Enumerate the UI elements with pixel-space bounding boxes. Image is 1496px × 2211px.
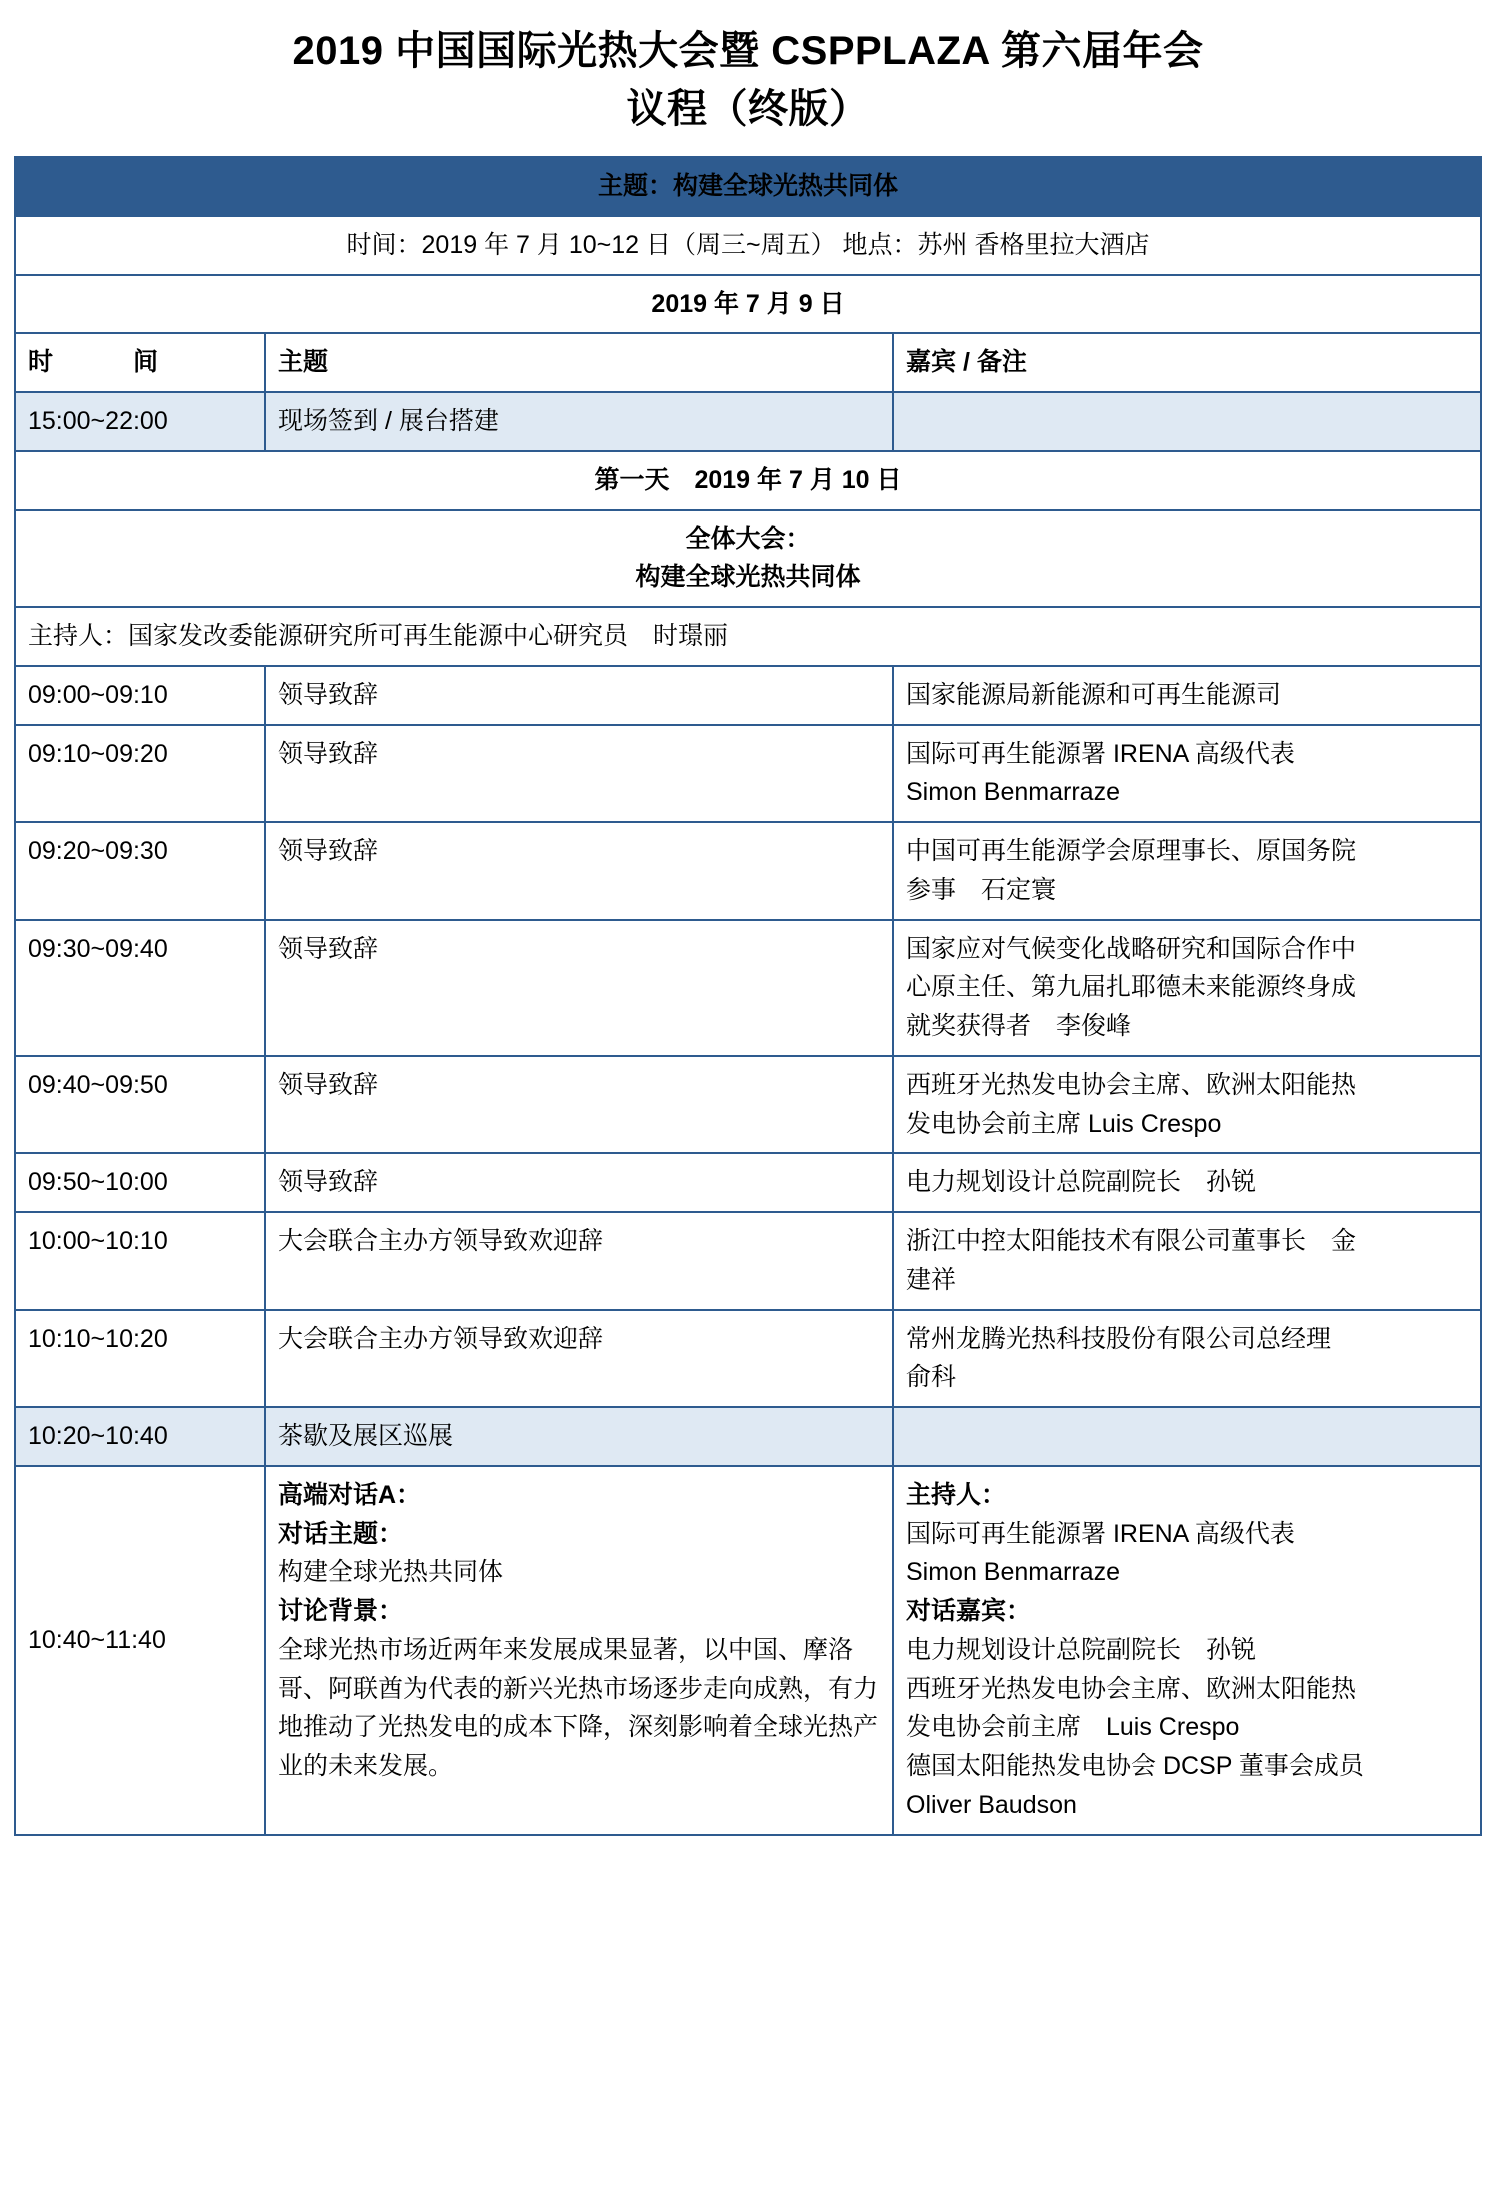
row-time: 09:00~09:10 xyxy=(15,666,265,725)
row-topic: 大会联合主办方领导致欢迎辞 xyxy=(265,1212,893,1310)
page-title-line-1: 2019 中国国际光热大会暨 CSPPLAZA 第六届年会 xyxy=(292,29,1204,73)
dialogue-background-label: 讨论背景： xyxy=(278,1597,404,1625)
row-time: 10:00~10:10 xyxy=(15,1212,265,1310)
dialogue-panel-4: 德国太阳能热发电协会 DCSP 董事会成员 xyxy=(906,1752,1364,1780)
date-0709-text: 2019 年 7 月 9 日 xyxy=(15,275,1481,334)
row-topic: 现场签到 / 展台搭建 xyxy=(265,392,893,451)
dialogue-heading: 高端对话A： xyxy=(278,1480,422,1509)
row-guest: 浙江中控太阳能技术有限公司董事长 金 建祥 xyxy=(893,1212,1481,1310)
dialogue-background: 全球光热市场近两年来发展成果显著，以中国、摩洛哥、阿联酋为代表的新兴光热市场逐步走向成熟，有力地推动了光热发电的成本下降，深刻影响着全球光热产业的未来发展。 xyxy=(278,1635,879,1780)
column-headers-row xyxy=(15,333,1481,392)
meta-row xyxy=(15,216,1481,275)
dialogue-host-1: 国际可再生能源署 IRENA 高级代表 xyxy=(906,1519,1295,1548)
day1-title-text: 第一天 2019 年 7 月 10 日 xyxy=(15,451,1481,510)
host-row xyxy=(15,607,1481,666)
table-row xyxy=(15,725,1481,823)
plenary-line-2: 构建全球光热共同体 xyxy=(635,563,861,592)
row-time: 10:20~10:40 xyxy=(15,1407,265,1466)
date-row-0709 xyxy=(15,275,1481,334)
dialogue-panel-2: 西班牙光热发电协会主席、欧洲太阳能热 xyxy=(906,1674,1357,1703)
header-topic: 主题 xyxy=(265,333,893,392)
agenda-table xyxy=(14,156,1482,1836)
row-time: 09:40~09:50 xyxy=(15,1056,265,1154)
row-guest xyxy=(893,1407,1481,1466)
row-guest: 国际可再生能源署 IRENA 高级代表 Simon Benmarraze xyxy=(893,725,1481,823)
table-row xyxy=(15,1153,1481,1212)
row-topic: 领导致辞 xyxy=(265,1056,893,1154)
day1-title-row xyxy=(15,451,1481,510)
row-time: 09:20~09:30 xyxy=(15,822,265,920)
page-title xyxy=(14,22,1482,138)
header-time: 时 间 xyxy=(15,333,265,392)
row-topic: 领导致辞 xyxy=(265,920,893,1056)
row-topic: 大会联合主办方领导致欢迎辞 xyxy=(265,1310,893,1408)
row-topic: 茶歇及展区巡展 xyxy=(265,1407,893,1466)
dialogue-guest-cell xyxy=(893,1466,1481,1835)
row-time: 09:10~09:20 xyxy=(15,725,265,823)
row-topic: 领导致辞 xyxy=(265,725,893,823)
row-guest: 西班牙光热发电协会主席、欧洲太阳能热 发电协会前主席 Luis Crespo xyxy=(893,1056,1481,1154)
row-time: 10:10~10:20 xyxy=(15,1310,265,1408)
theme-banner-row xyxy=(15,157,1481,216)
table-row xyxy=(15,822,1481,920)
row-time: 09:30~09:40 xyxy=(15,920,265,1056)
table-row xyxy=(15,1212,1481,1310)
row-time: 09:50~10:00 xyxy=(15,1153,265,1212)
row-time: 15:00~22:00 xyxy=(15,392,265,451)
dialogue-time xyxy=(15,1466,265,1835)
row-guest: 常州龙腾光热科技股份有限公司总经理 俞科 xyxy=(893,1310,1481,1408)
dialogue-panel-3: 发电协会前主席 Luis Crespo xyxy=(906,1713,1240,1742)
dialogue-subject-label: 对话主题： xyxy=(278,1519,404,1548)
row-topic: 领导致辞 xyxy=(265,822,893,920)
dialogue-panel-1: 电力规划设计总院副院长 孙锐 xyxy=(906,1635,1257,1664)
table-row xyxy=(15,392,1481,451)
row-topic: 领导致辞 xyxy=(265,666,893,725)
dialogue-time-text: 10:40~11:40 xyxy=(28,1626,166,1655)
table-row xyxy=(15,1056,1481,1154)
row-guest: 中国可再生能源学会原理事长、原国务院 参事 石定寰 xyxy=(893,822,1481,920)
meta-text: 时间：2019 年 7 月 10~12 日（周三~周五） 地点：苏州 香格里拉大酒店 xyxy=(15,216,1481,275)
row-topic: 领导致辞 xyxy=(265,1153,893,1212)
dialogue-subject: 构建全球光热共同体 xyxy=(278,1558,504,1587)
dialogue-panel-5: Oliver Baudson xyxy=(906,1790,1077,1819)
page-title-line-2: 议程（终版） xyxy=(626,87,870,131)
host-text: 主持人：国家发改委能源研究所可再生能源中心研究员 时璟丽 xyxy=(15,607,1481,666)
dialogue-host-label: 主持人： xyxy=(906,1480,1007,1509)
dialogue-row xyxy=(15,1466,1481,1835)
plenary-title-row xyxy=(15,510,1481,608)
row-guest: 电力规划设计总院副院长 孙锐 xyxy=(893,1153,1481,1212)
tea-break-row xyxy=(15,1407,1481,1466)
header-guest: 嘉宾 / 备注 xyxy=(893,333,1481,392)
table-row xyxy=(15,1310,1481,1408)
plenary-title xyxy=(15,510,1481,608)
row-guest: 国家能源局新能源和可再生能源司 xyxy=(893,666,1481,725)
plenary-line-1: 全体大会： xyxy=(685,524,811,553)
dialogue-topic-cell xyxy=(265,1466,893,1835)
row-guest: 国家应对气候变化战略研究和国际合作中 心原主任、第九届扎耶德未来能源终身成 就奖获得者 李俊峰 xyxy=(893,920,1481,1056)
table-row xyxy=(15,666,1481,725)
dialogue-panel-label: 对话嘉宾： xyxy=(906,1597,1032,1625)
theme-banner-text: 主题：构建全球光热共同体 xyxy=(15,157,1481,216)
row-guest xyxy=(893,392,1481,451)
dialogue-host-2: Simon Benmarraze xyxy=(906,1558,1120,1587)
table-row xyxy=(15,920,1481,1056)
